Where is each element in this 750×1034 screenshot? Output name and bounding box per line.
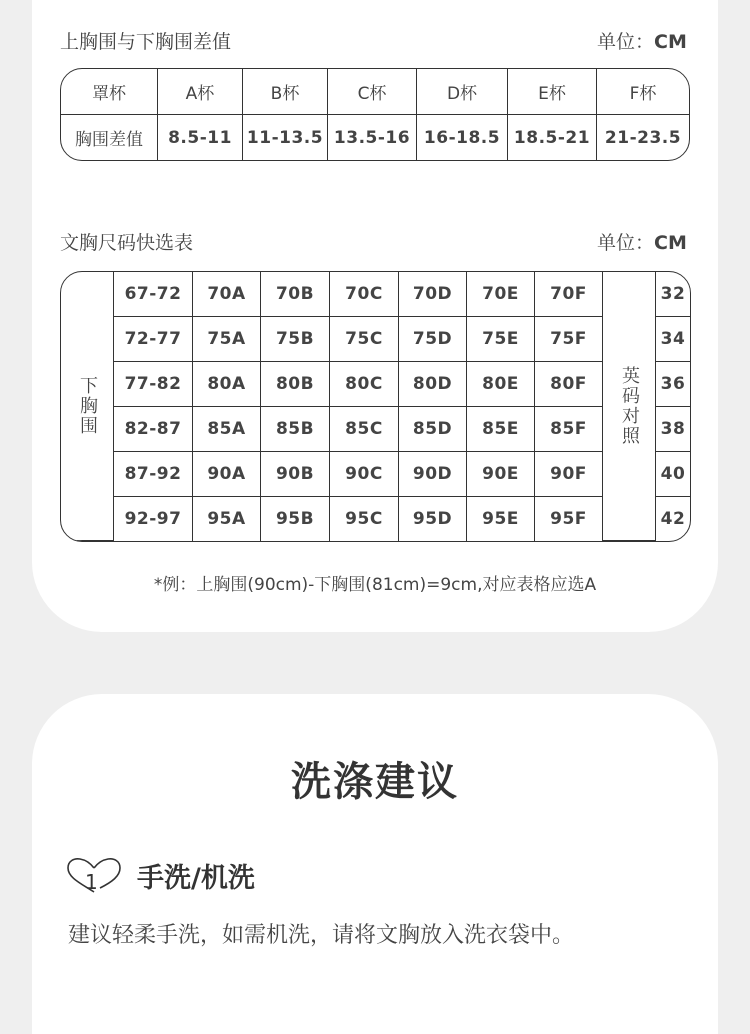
- value-cell: 13.5-16: [328, 115, 417, 160]
- step-number: 1: [85, 870, 98, 894]
- size-cell: 80A: [193, 362, 261, 407]
- size-cell: 75A: [193, 317, 261, 362]
- size-cell: 70F: [535, 272, 603, 317]
- size-unit: 单位：CM: [597, 232, 687, 254]
- table-row: [61, 115, 689, 160]
- size-table-title: 文胸尺码快选表: [60, 232, 194, 254]
- uk-size-cell: 40: [656, 452, 690, 497]
- header-cell: 罩杯: [61, 69, 158, 115]
- uk-size-cell: 42: [660, 509, 686, 529]
- size-cell: 85C: [330, 407, 399, 452]
- uk-size-cell: 38: [656, 407, 690, 452]
- size-cell: 75B: [261, 317, 330, 362]
- step-description: 建议轻柔手洗，如需机洗，请将文胸放入洗衣袋中。: [68, 923, 575, 948]
- size-cell: 95F: [535, 497, 603, 541]
- table-row: [61, 452, 690, 497]
- table-row: [61, 317, 690, 362]
- size-cell: 70E: [467, 272, 535, 317]
- size-cell: 95E: [467, 497, 535, 541]
- table-row: [61, 497, 690, 541]
- header-cell: D杯: [417, 69, 508, 115]
- size-cell: 75F: [535, 317, 603, 362]
- example-note: *例：上胸围(90cm)-下胸围(81cm)=9cm,对应表格应选A: [153, 575, 597, 595]
- value-cell: 18.5-21: [508, 115, 597, 160]
- table-row: [61, 362, 690, 407]
- size-cell: 80B: [261, 362, 330, 407]
- size-cell: 80E: [467, 362, 535, 407]
- size-cell: 80D: [399, 362, 467, 407]
- size-cell: 95D: [399, 497, 467, 541]
- size-cell: 75D: [399, 317, 467, 362]
- size-cell: 90B: [261, 452, 330, 497]
- underbust-range-cell: 92-97: [114, 497, 193, 541]
- value-cell: 21-23.5: [604, 127, 682, 148]
- table-row: [61, 272, 690, 317]
- washing-title: 洗涤建议: [291, 759, 459, 805]
- size-cell: 85B: [261, 407, 330, 452]
- size-cell: 90F: [535, 452, 603, 497]
- size-cell: 70D: [399, 272, 467, 317]
- heart-outline-icon: [64, 856, 124, 896]
- underbust-range-cell: 82-87: [114, 407, 193, 452]
- size-cell: 70C: [330, 272, 399, 317]
- row-label-cell: 胸围差值: [61, 115, 158, 160]
- table-row: [61, 69, 689, 115]
- underbust-label: 下胸围: [77, 376, 98, 436]
- washing-card: [32, 694, 718, 1034]
- uk-size-cell: 36: [656, 362, 690, 407]
- underbust-range-cell: 77-82: [114, 362, 193, 407]
- uk-label-cell: [603, 272, 656, 541]
- size-cell: 90C: [330, 452, 399, 497]
- header-cell: C杯: [328, 69, 417, 115]
- header-cell: B杯: [243, 69, 328, 115]
- size-cell: 85E: [467, 407, 535, 452]
- table-row: [61, 407, 690, 452]
- underbust-label-cell: [61, 272, 114, 541]
- uk-label: 英码对照: [619, 366, 640, 446]
- uk-size-cell: 32: [656, 272, 690, 317]
- underbust-range-cell: 67-72: [114, 272, 193, 317]
- value-cell: 16-18.5: [417, 115, 508, 160]
- value-cell: 8.5-11: [158, 115, 243, 160]
- value-cell: 11-13.5: [243, 115, 328, 160]
- size-cell: 85F: [535, 407, 603, 452]
- size-cell: 95A: [193, 497, 261, 541]
- size-cell: 75E: [467, 317, 535, 362]
- size-table: [60, 271, 691, 542]
- difference-unit: 单位：CM: [597, 31, 687, 53]
- uk-size-cell: 34: [656, 317, 690, 362]
- size-cell: 80F: [535, 362, 603, 407]
- difference-table-title: 上胸围与下胸围差值: [60, 31, 232, 53]
- size-cell: 85A: [193, 407, 261, 452]
- size-cell: 95B: [261, 497, 330, 541]
- size-cell: 70B: [261, 272, 330, 317]
- size-cell: 90D: [399, 452, 467, 497]
- underbust-range-cell: 87-92: [114, 452, 193, 497]
- header-cell: A杯: [158, 69, 243, 115]
- size-cell: 90A: [193, 452, 261, 497]
- size-cell: 80C: [330, 362, 399, 407]
- size-cell: 95C: [330, 497, 399, 541]
- header-cell: E杯: [508, 69, 597, 115]
- difference-table: [60, 68, 690, 161]
- underbust-range-cell: 72-77: [114, 317, 193, 362]
- step-title: 手洗/机洗: [137, 863, 255, 894]
- size-cell: 85D: [399, 407, 467, 452]
- size-cell: 90E: [467, 452, 535, 497]
- size-cell: 70A: [193, 272, 261, 317]
- size-cell: 75C: [330, 317, 399, 362]
- header-cell: F杯: [597, 69, 689, 115]
